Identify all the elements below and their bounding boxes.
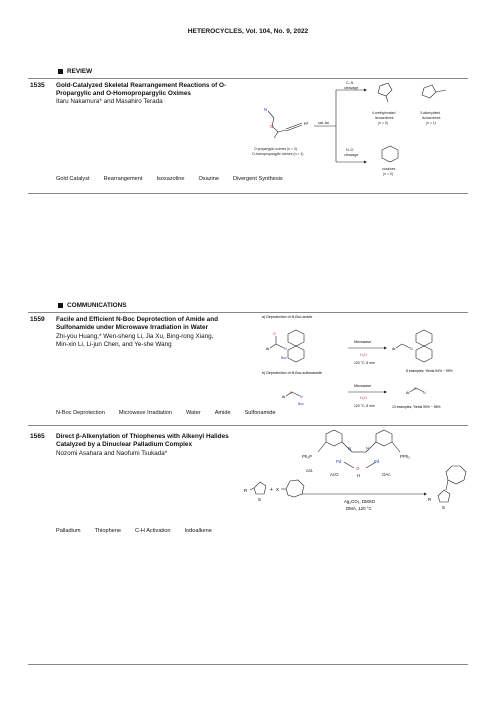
catalyst-complex [318,430,400,468]
keyword[interactable]: Microwave Irradiation [118,410,172,416]
divider [28,193,468,194]
atom-n: N [366,446,370,451]
cn-label: C–N [346,81,354,85]
keyword-list [56,176,283,182]
arrowhead-icon [364,89,367,92]
atom-x: X [276,487,279,492]
substrate-caption-line2: O-homopropargylic oximes (n = 1) [252,152,304,156]
atom-n: N [264,107,268,112]
graphical-abstract-1535 [240,78,468,178]
product-b [410,388,424,392]
square-bullet-icon [58,69,63,74]
water-label: H₂O [360,353,367,357]
panel-a-label: a) Deprotection of N-Boc amide [262,315,313,319]
atom-n: N [348,446,352,451]
atom-o: O [270,124,274,129]
graphical-abstract-1565 [236,428,472,528]
keyword[interactable]: Oxazine [198,176,219,182]
keyword[interactable]: Sulfonamide [244,410,276,416]
article-title[interactable]: Direct β-Alkenylation of Thiophenes with Alkenyl Halides Catalyzed by a Dinuclear Palladium Complex [56,433,229,449]
square-bullet-icon [58,303,63,308]
keyword-list [56,410,276,416]
product1-line3: (n = 0) [378,121,388,125]
microwave-label: Microwave [354,340,372,344]
section-review [58,68,92,75]
atom-s: S [414,387,417,391]
aco-label: AcO [330,472,339,477]
result-a: 8 examples; Yields 94% ~ 99% [406,369,453,373]
product2-line1: 3-alkenylated [420,111,441,115]
atom-ar: Ar [282,395,286,399]
keyword[interactable]: Amide [214,410,231,416]
keyword[interactable]: Iodoalkene [184,528,212,534]
arrowhead-icon [424,493,427,496]
atom-ar: Ar [392,347,396,351]
water-label: H₂O [360,396,367,400]
keyword[interactable]: Gold Catalyst [56,176,90,182]
keyword[interactable]: Palladium [56,528,81,534]
reactant-b [286,392,300,396]
product3-line1: oxazines [382,167,396,171]
atom-r: R [244,488,248,493]
conditions-label: 120 °C, 8 min [354,361,375,365]
cn-label-2: cleavage [344,86,359,90]
conditions-label: 120 °C, 8 min [354,404,375,408]
catalyst-label: cat. Au [318,121,329,125]
keyword[interactable]: Rearrangement [103,176,143,182]
boc-label: Boc [298,402,304,406]
atom-r: R [428,497,432,502]
keyword[interactable]: Divergent Synthesis [232,176,283,182]
product1-ring [378,83,392,102]
thiophene-reactant [250,482,266,494]
section-label: COMMUNICATIONS [67,302,127,309]
atom-n: N [300,395,303,399]
microwave-label: Microwave [354,384,372,388]
arrowhead-icon [364,161,367,164]
product3-ring [382,146,398,162]
product2-line2: isoxazolines [422,116,441,120]
atom-ar: Ar [406,391,410,395]
atom-o: O [356,466,360,471]
boc-label: Boc [281,356,287,360]
alkenyl-halide [281,480,304,497]
graphical-abstract-1559 [256,312,468,412]
divider [28,664,468,665]
keyword[interactable]: Thiophene [94,528,122,534]
atom-nh: N [423,391,426,395]
section-label: REVIEW [67,68,93,75]
keyword[interactable]: C-H Activation [135,528,171,534]
keyword[interactable]: N-Boc Deprotection [56,410,105,416]
atom-pd: Pd [336,459,342,464]
journal-header: HETEROCYCLES, Vol. 104, No. 9, 2022 [187,28,309,35]
cat-label: cat. [306,468,314,473]
oac-label: OAc [382,472,391,477]
reagents-label: Ag₂CO₃, DMSO [344,499,376,504]
atom-ar: Ar [266,347,270,351]
keyword[interactable]: Water [185,410,201,416]
atom-s: S [258,497,261,502]
reagents2-label: DMA, 120 °C [346,506,372,511]
panel-b-label: b) Deprotection of N-Boc sulfonamide [262,371,322,375]
atom-nh: N [410,347,413,351]
article-authors: Itaru Nakamura* and Masahiro Terada [56,98,163,105]
thiophene-product [438,466,466,502]
atom-h: H [357,473,361,478]
result-b: 13 examples; Yields 90% ~ 98% [392,405,441,409]
article-authors: Nozomi Asahara and Naofumi Tsukada* [56,450,168,457]
no-label: N–O [346,148,354,152]
product3-line2: (n = 0) [383,172,393,176]
substrate-caption-line1: O-propargylic oximes (n = 0) [254,147,297,151]
no-label-2: cleavage [344,153,359,157]
ph2p-label: Ph₂P [302,454,313,459]
atom-n: N [284,347,287,351]
atom-r: R³ [304,121,309,126]
article-authors: Zhi-you Huang,* Wen-sheng Li, Jia Xu, Bing-rong Xiang, Min-xin Li, Li-jun Chen, and Ye-she Wang [56,333,214,349]
pph2-label: PPh₂ [400,454,411,459]
section-communications [58,302,127,309]
plus-icon: + [270,487,273,493]
arrowhead-icon [384,391,387,394]
atom-pd: Pd [374,459,380,464]
article-page-number: 1565 [30,433,45,440]
divider [28,425,468,426]
product-a [396,330,432,362]
product2-line3: (n = 1) [426,121,436,125]
article-page-number: 1559 [30,316,45,323]
article-title[interactable]: Facile and Efficient N-Boc Deprotection of Amide and Sulfonamide under Microwave Irradiation in Water [56,316,219,332]
atom-s: S [442,505,445,510]
article-page-number: 1535 [30,82,45,89]
atom-s: S [290,391,293,395]
keyword[interactable]: Isoxazoline [156,176,185,182]
atom-o: O [273,332,276,336]
product2-ring [422,85,446,98]
keyword-list [56,528,212,534]
arrowhead-icon [384,347,387,350]
product1-line1: 4-methylenated [372,111,396,115]
article-title[interactable]: Gold-Catalyzed Skeletal Rearrangement Reactions of O- Propargylic and O-Homopropargylic Oximes [56,82,227,98]
product1-line2: isoxazolines [375,116,394,120]
